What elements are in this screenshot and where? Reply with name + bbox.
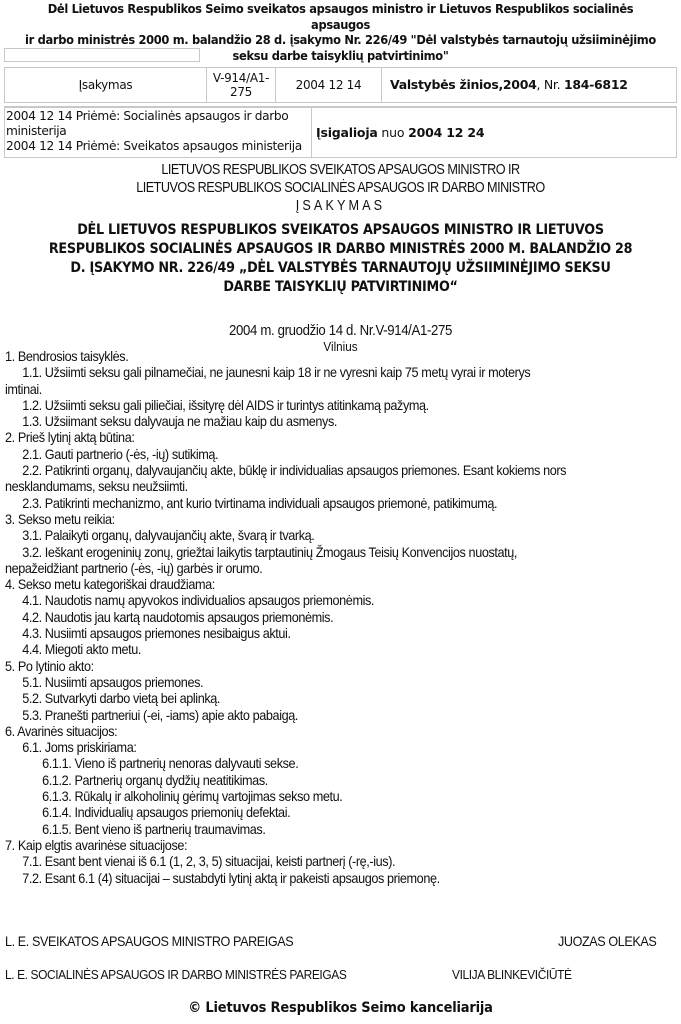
meta-doc-number-line: 275 xyxy=(229,85,252,99)
meta-publication xyxy=(382,68,676,102)
order-heading xyxy=(34,221,647,297)
order-clause-line: 5.2. Sutvarkyti darbo vietą bei aplinką. xyxy=(22,690,221,707)
publication-nr: 184-6812 xyxy=(563,77,628,92)
order-clause-line: 6.1.3. Rūkalų ir alkoholinių gėrimų vartojimas sekso metu. xyxy=(42,788,343,805)
signature-role: L. E. SOCIALINĖS APSAUGOS IR DARBO MINISTRĖS PAREIGAS xyxy=(5,967,347,982)
order-heading-line: DĖL LIETUVOS RESPUBLIKOS SVEIKATOS APSAUGOS MINISTRO IR LIETUVOS xyxy=(77,222,604,238)
signature-name: JUOZAS OLEKAS xyxy=(558,933,657,949)
order-clause-line: 7.1. Esant bent vienai iš 6.1 (1, 2, 3, 5) situacijai, keisti partnerį (-rę,-ius). xyxy=(22,853,396,870)
order-clause-line: 6.1.2. Partnerių organų dydžių neatitikimas. xyxy=(42,771,268,788)
order-clause-line: 3.2. Ieškant erogeninių zonų, griežtai laikytis tarptautinių Žmogaus Teisių Konvencijos nuostatų, xyxy=(22,543,518,560)
order-dateline: 2004 m. gruodžio 14 d. Nr.V-914/A1-275 xyxy=(229,322,452,339)
order-clause-line: 2.1. Gauti partnerio (-ės, -ių) sutikimą. xyxy=(22,445,219,462)
meta-doc-number xyxy=(207,68,276,102)
order-clause-line: 2. Prieš lytinį aktą būtina: xyxy=(5,429,135,446)
order-clause-line: nepažeidžiant partnerio (-ės, -ių) garbės ir orumo. xyxy=(5,559,263,576)
order-clause-line: 2.2. Patikrinti organų, dalyvaujančių akte, būklę ir individualias apsaugos priemones. Esant kokiems nors xyxy=(22,462,567,479)
meta-doc-date: 2004 12 14 xyxy=(276,68,382,102)
order-clause-line: imtinai. xyxy=(5,380,42,397)
document-title-line: Dėl Lietuvos Respublikos Seimo sveikatos apsaugos ministro ir Lietuvos Respublikos socialinės apsaugos xyxy=(47,2,634,32)
meta-doc-type: Įsakymas xyxy=(5,68,207,102)
issuer-block xyxy=(41,161,640,215)
effective-label: Įsigalioja xyxy=(316,125,378,140)
order-clause-line: 1.1. Užsiimti seksu gali pilnamečiai, ne jaunesni kaip 18 ir ne vyresni kaip 75 metų vyrai ir moterys xyxy=(22,364,531,381)
order-clause-line: 5.3. Pranešti partneriui (-ei, -iams) apie akto pabaigą. xyxy=(22,706,298,723)
document-title-line: seksu darbe taisyklių patvirtinimo" xyxy=(232,48,449,63)
publication-nr-label: , Nr. xyxy=(536,77,564,92)
order-heading-line: D. ĮSAKYMO NR. 226/49 „DĖL VALSTYBĖS TARNAUTOJŲ UŽSIIMINĖJIMO SEKSU xyxy=(70,260,611,276)
issuer-line: LIETUVOS RESPUBLIKOS SOCIALINĖS APSAUGOS IR DARBO MINISTRO xyxy=(136,180,545,196)
order-heading-line: DARBE TAISYKLIŲ PATVIRTINIMO“ xyxy=(223,279,458,295)
order-place: Vilnius xyxy=(323,339,358,354)
meta-blank-cell xyxy=(4,48,200,62)
order-clause-line: 6.1.4. Individualių apsaugos priemonių defektai. xyxy=(42,804,291,821)
effective-date: 2004 12 24 xyxy=(408,125,485,140)
order-clause-line: 1.2. Užsiimti seksu gali piliečiai, išsityrę dėl AIDS ir turintys atitinkamą pažymą. xyxy=(22,396,429,413)
order-clause-line: 4.2. Naudotis jau kartą naudotomis apsaugos priemonėmis. xyxy=(22,608,334,625)
publication-source: Valstybės žinios,2004 xyxy=(390,77,537,92)
order-heading-line: RESPUBLIKOS SOCIALINĖS APSAUGOS IR DARBO MINISTRĖS 2000 M. BALANDŽIO 28 xyxy=(48,241,633,257)
order-clause-line: nesklandumams, seksu neužsiimti. xyxy=(5,478,188,495)
order-clause-line: 6.1.1. Vieno iš partnerių nenoras dalyvauti sekse. xyxy=(42,755,299,772)
order-clause-line: 3. Sekso metu reikia: xyxy=(5,510,115,527)
adopted-line: 2004 12 14 Priėmė: Sveikatos apsaugos ministerija xyxy=(6,139,302,153)
effective-nuo: nuo xyxy=(377,125,409,140)
meta-table-row xyxy=(4,67,677,103)
order-clause-line: 3.1. Palaikyti organų, dalyvaujančių akte, švarą ir tvarką. xyxy=(22,527,315,544)
meta-adopted-by xyxy=(5,108,312,157)
order-body xyxy=(5,348,675,886)
document-kind: ĮSAKYMAS xyxy=(295,198,386,214)
adopted-line: 2004 12 14 Priėmė: Socialinės apsaugos ir darbo xyxy=(6,109,289,123)
meta-effective-date xyxy=(312,108,676,157)
order-clause-line: 4. Sekso metu kategoriškai draudžiama: xyxy=(5,576,215,593)
order-clause-line: 7.2. Esant 6.1 (4) situacijai – sustabdyti lytinį aktą ir pakeisti apsaugos priemonę. xyxy=(22,869,440,886)
signature-role: L. E. SVEIKATOS APSAUGOS MINISTRO PAREIGAS xyxy=(5,933,294,949)
signature-name: VILIJA BLINKEVIČIŪTĖ xyxy=(452,967,572,982)
order-clause-line: 7. Kaip elgtis avarinėse situacijose: xyxy=(5,836,188,853)
meta-doc-number-line: V-914/A1- xyxy=(212,71,270,85)
order-clause-line: 2.3. Patikrinti mechanizmo, ant kurio tvirtinama individuali apsaugos priemonė, patikimumą. xyxy=(22,494,498,511)
order-clause-line: 4.3. Nusiimti apsaugos priemones nesibaigus aktui. xyxy=(22,625,291,642)
order-clause-line: 6.1.5. Bent vieno iš partnerių traumavimas. xyxy=(42,820,266,837)
order-clause-line: 6. Avarinės situacijos: xyxy=(5,722,118,739)
order-clause-line: 6.1. Joms priskiriama: xyxy=(22,739,137,756)
adopted-line: ministerija xyxy=(6,124,67,138)
order-clause-line: 1. Bendrosios taisyklės. xyxy=(5,348,129,364)
order-clause-line: 4.1. Naudotis namų apyvokos individualios apsaugos priemonėmis. xyxy=(22,592,375,609)
order-clause-line: 1.3. Užsiimant seksu dalyvauja ne mažiau kaip du asmenys. xyxy=(22,413,338,430)
meta-table-row xyxy=(4,106,677,158)
issuer-line: LIETUVOS RESPUBLIKOS SVEIKATOS APSAUGOS MINISTRO IR xyxy=(161,162,520,178)
document-title-line: ir darbo ministrės 2000 m. balandžio 28 d. įsakymo Nr. 226/49 "Dėl valstybės tarnautojų užsiiminėjimo xyxy=(25,33,656,47)
order-clause-line: 4.4. Miegoti akto metu. xyxy=(22,641,142,658)
order-clause-line: 5.1. Nusiimti apsaugos priemones. xyxy=(22,673,204,690)
copyright-footer: © Lietuvos Respublikos Seimo kanceliarija xyxy=(188,1000,493,1016)
order-clause-line: 5. Po lytinio akto: xyxy=(5,657,94,674)
